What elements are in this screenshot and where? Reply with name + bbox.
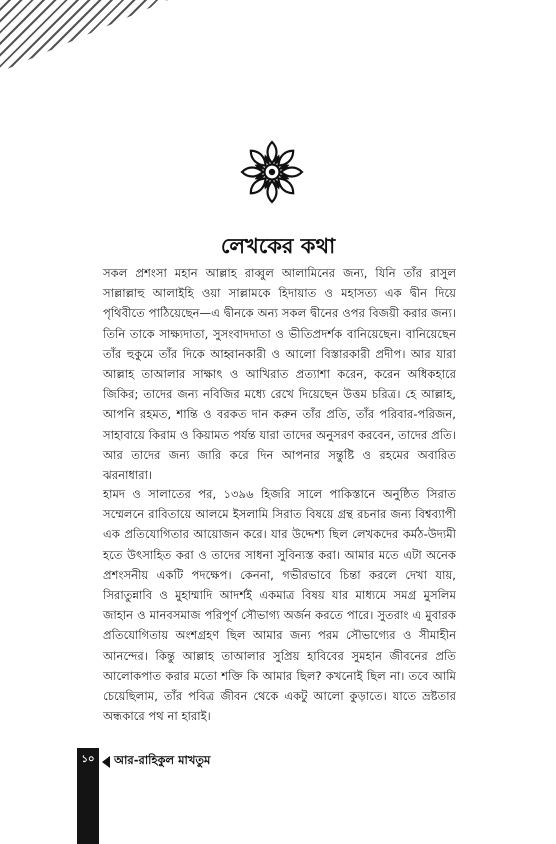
page-number: ১০ bbox=[81, 754, 95, 765]
running-head: আর-রাহিকুল মাখতুম bbox=[114, 753, 211, 767]
body-paragraph-2: হামদ ও সালাতের পর, ১৩৯৬ হিজরি সালে পাকিস্তানে অনুষ্ঠিত সিরাত সম্মেলনে রাবিতায়ে আলমে ইসলামি সিরাত বিষয়ে গ্রন্থ রচনার জন্য বিশ্বব্যাপী এক প্রতিযোগিতার আয়োজন করে। যার উদ্দেশ্য ছিল লেখকদের কর্মঠ-উদ্যমী হতে উৎসাহিত করা ও তাদের সাধনা সুবিন্যস্ত করা। আমার মতে এটা অনেক প্রশংসনীয় একটি পদক্ষেপ। কেননা, গভীরভাবে চিন্তা করলে দেখা যায়, সিরাতুন্নাবি ও মুহাম্মাদি আদর্শই একমাত্র বিষয় যার মাধ্যমে সমগ্র মুসলিম জাহান ও মানবসমাজ পরিপূর্ণ সৌভাগ্য অর্জন করতে পারে। সুতরাং এ মুবারক প্রতিযোগিতায় অংশগ্রহণ ছিল আমার জন্য পরম সৌভাগ্যের ও সীমাহীন আনন্দের। কিন্তু আল্লাহ তাআলার সুপ্রিয় হাবিবের সুমহান জীবনের প্রতি আলোকপাত করার মতো শক্তি কি আমার ছিল? কখনোই ছিল না। তবে আমি চেয়েছিলাম, তাঁর পবিত্র জীবন থেকে একটু আলো কুড়াতে। যাতে ভ্রষ্টতার অন্ধকারে পথ না হারাই। bbox=[103, 487, 456, 724]
chapter-title: লেখকের কথা bbox=[220, 234, 336, 258]
floral-ornament-icon bbox=[240, 140, 304, 204]
corner-hatch-decoration bbox=[0, 0, 168, 72]
body-paragraph-1: সকল প্রশংসা মহান আল্লাহ রাব্বুল আলামিনের জন্য, যিনি তাঁর রাসুল সাল্লাল্লাহু আলাইহি ওয়া সাল্লামকে হিদায়াত ও মহাসত্য এক দ্বীন দিয়ে পৃথিবীতে পাঠিয়েছেন—এ দ্বীনকে অন্য সকল দ্বীনের ওপর বিজয়ী করার জন্য। তিনি তাকে সাক্ষ্যদাতা, সুসংবাদদাতা ও ভীতিপ্রদর্শক বানিয়েছেন। বানিয়েছেন তাঁর হুকুমে তাঁর দিকে আহ্বানকারী ও আলো বিস্তারকারী প্রদীপ। আর যারা আল্লাহ তাআলার সাক্ষাৎ ও আখিরাত প্রত্যাশা করেন, করেন অধিকহারে জিকির; তাদের জন্য নবিজির মধ্যে রেখে দিয়েছেন উত্তম চরিত্র। হে আল্লাহ, আপনি রহমত, শান্তি ও বরকত দান করুন তাঁর প্রতি, তাঁর পরিবার-পরিজন, সাহাবায়ে কিরাম ও কিয়ামত পর্যন্ত যারা তাদের অনুসরণ করবেন, তাদের প্রতি। আর তাদের জন্য জারি করে দিন আপনার সন্তুষ্টি ও রহমের অবারিত ঝরনাধারা। bbox=[103, 266, 456, 483]
triangle-left-icon bbox=[102, 756, 110, 768]
